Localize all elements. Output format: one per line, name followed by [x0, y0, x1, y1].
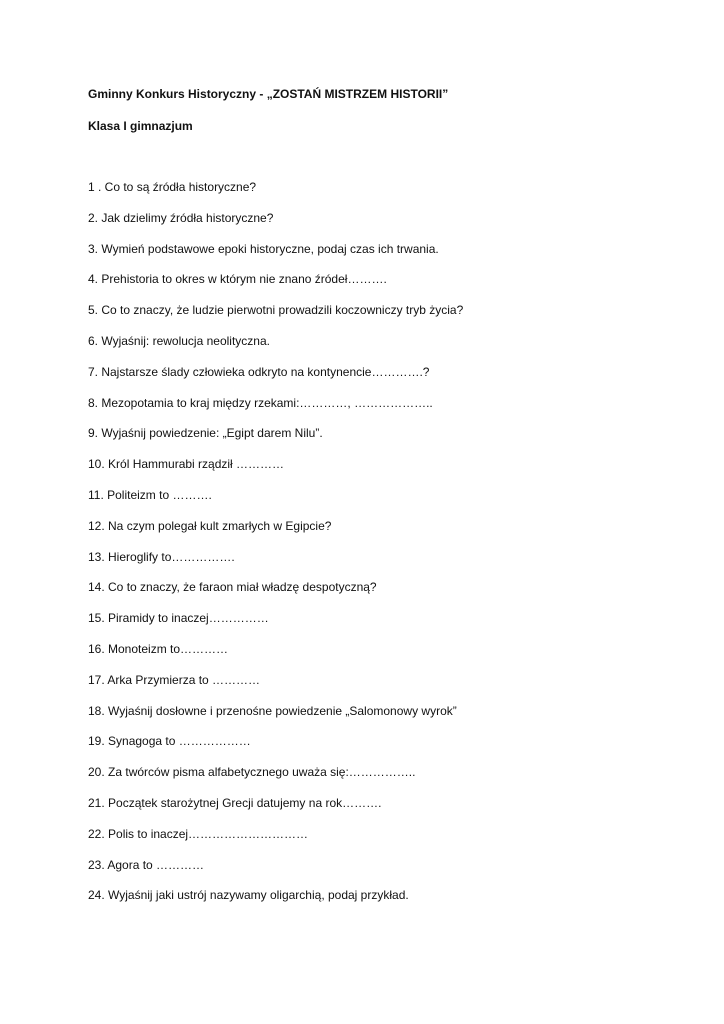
question-item: 4. Prehistoria to okres w którym nie znano źródeł……….	[88, 272, 387, 287]
question-item: 11. Politeizm to ……….	[88, 487, 212, 502]
question-item: 10. Król Hammurabi rządził …………	[88, 457, 285, 472]
question-item: 16. Monoteizm to…………	[88, 641, 229, 656]
question-item: 13. Hieroglify to…………….	[88, 549, 235, 564]
question-list	[88, 180, 463, 919]
question-item: 18. Wyjaśnij dosłowne i przenośne powiedzenie „Salomonowy wyrok”	[88, 703, 457, 718]
question-item: 1 . Co to są źródła historyczne?	[88, 180, 257, 194]
question-item: 23. Agora to …………	[88, 857, 205, 872]
question-item: 8. Mezopotamia to kraj między rzekami:…………, ………………..	[88, 395, 433, 410]
question-item: 14. Co to znaczy, że faraon miał władzę despotyczną?	[88, 580, 377, 595]
question-item: 2. Jak dzielimy źródła historyczne?	[88, 210, 274, 225]
document-title: Gminny Konkurs Historyczny - „ZOSTAŃ MISTRZEM HISTORII”	[88, 87, 449, 101]
question-item: 17. Arka Przymierza to …………	[88, 672, 261, 687]
question-item: 19. Synagoga to ………………	[88, 734, 251, 749]
question-item: 12. Na czym polegał kult zmarłych w Egipcie?	[88, 518, 332, 533]
question-item: 5. Co to znaczy, że ludzie pierwotni prowadzili koczowniczy tryb życia?	[88, 303, 464, 318]
question-item: 9. Wyjaśnij powiedzenie: „Egipt darem Nilu”.	[88, 426, 323, 441]
question-item: 21. Początek starożytnej Grecji datujemy na rok……….	[88, 795, 382, 810]
question-item: 6. Wyjaśnij: rewolucja neolityczna.	[88, 333, 270, 348]
question-item: 22. Polis to inaczej…………………………	[88, 826, 309, 841]
question-item: 7. Najstarsze ślady człowieka odkryto na kontynencie………….?	[88, 364, 430, 379]
question-item: 24. Wyjaśnij jaki ustrój nazywamy oligarchią, podaj przykład.	[88, 888, 409, 903]
question-item: 3. Wymień podstawowe epoki historyczne, podaj czas ich trwania.	[88, 241, 439, 256]
question-item: 15. Piramidy to inaczej……………	[88, 611, 269, 626]
document-subtitle: Klasa I gimnazjum	[88, 119, 193, 133]
question-item: 20. Za twórców pisma alfabetycznego uważa się:……………..	[88, 765, 416, 780]
